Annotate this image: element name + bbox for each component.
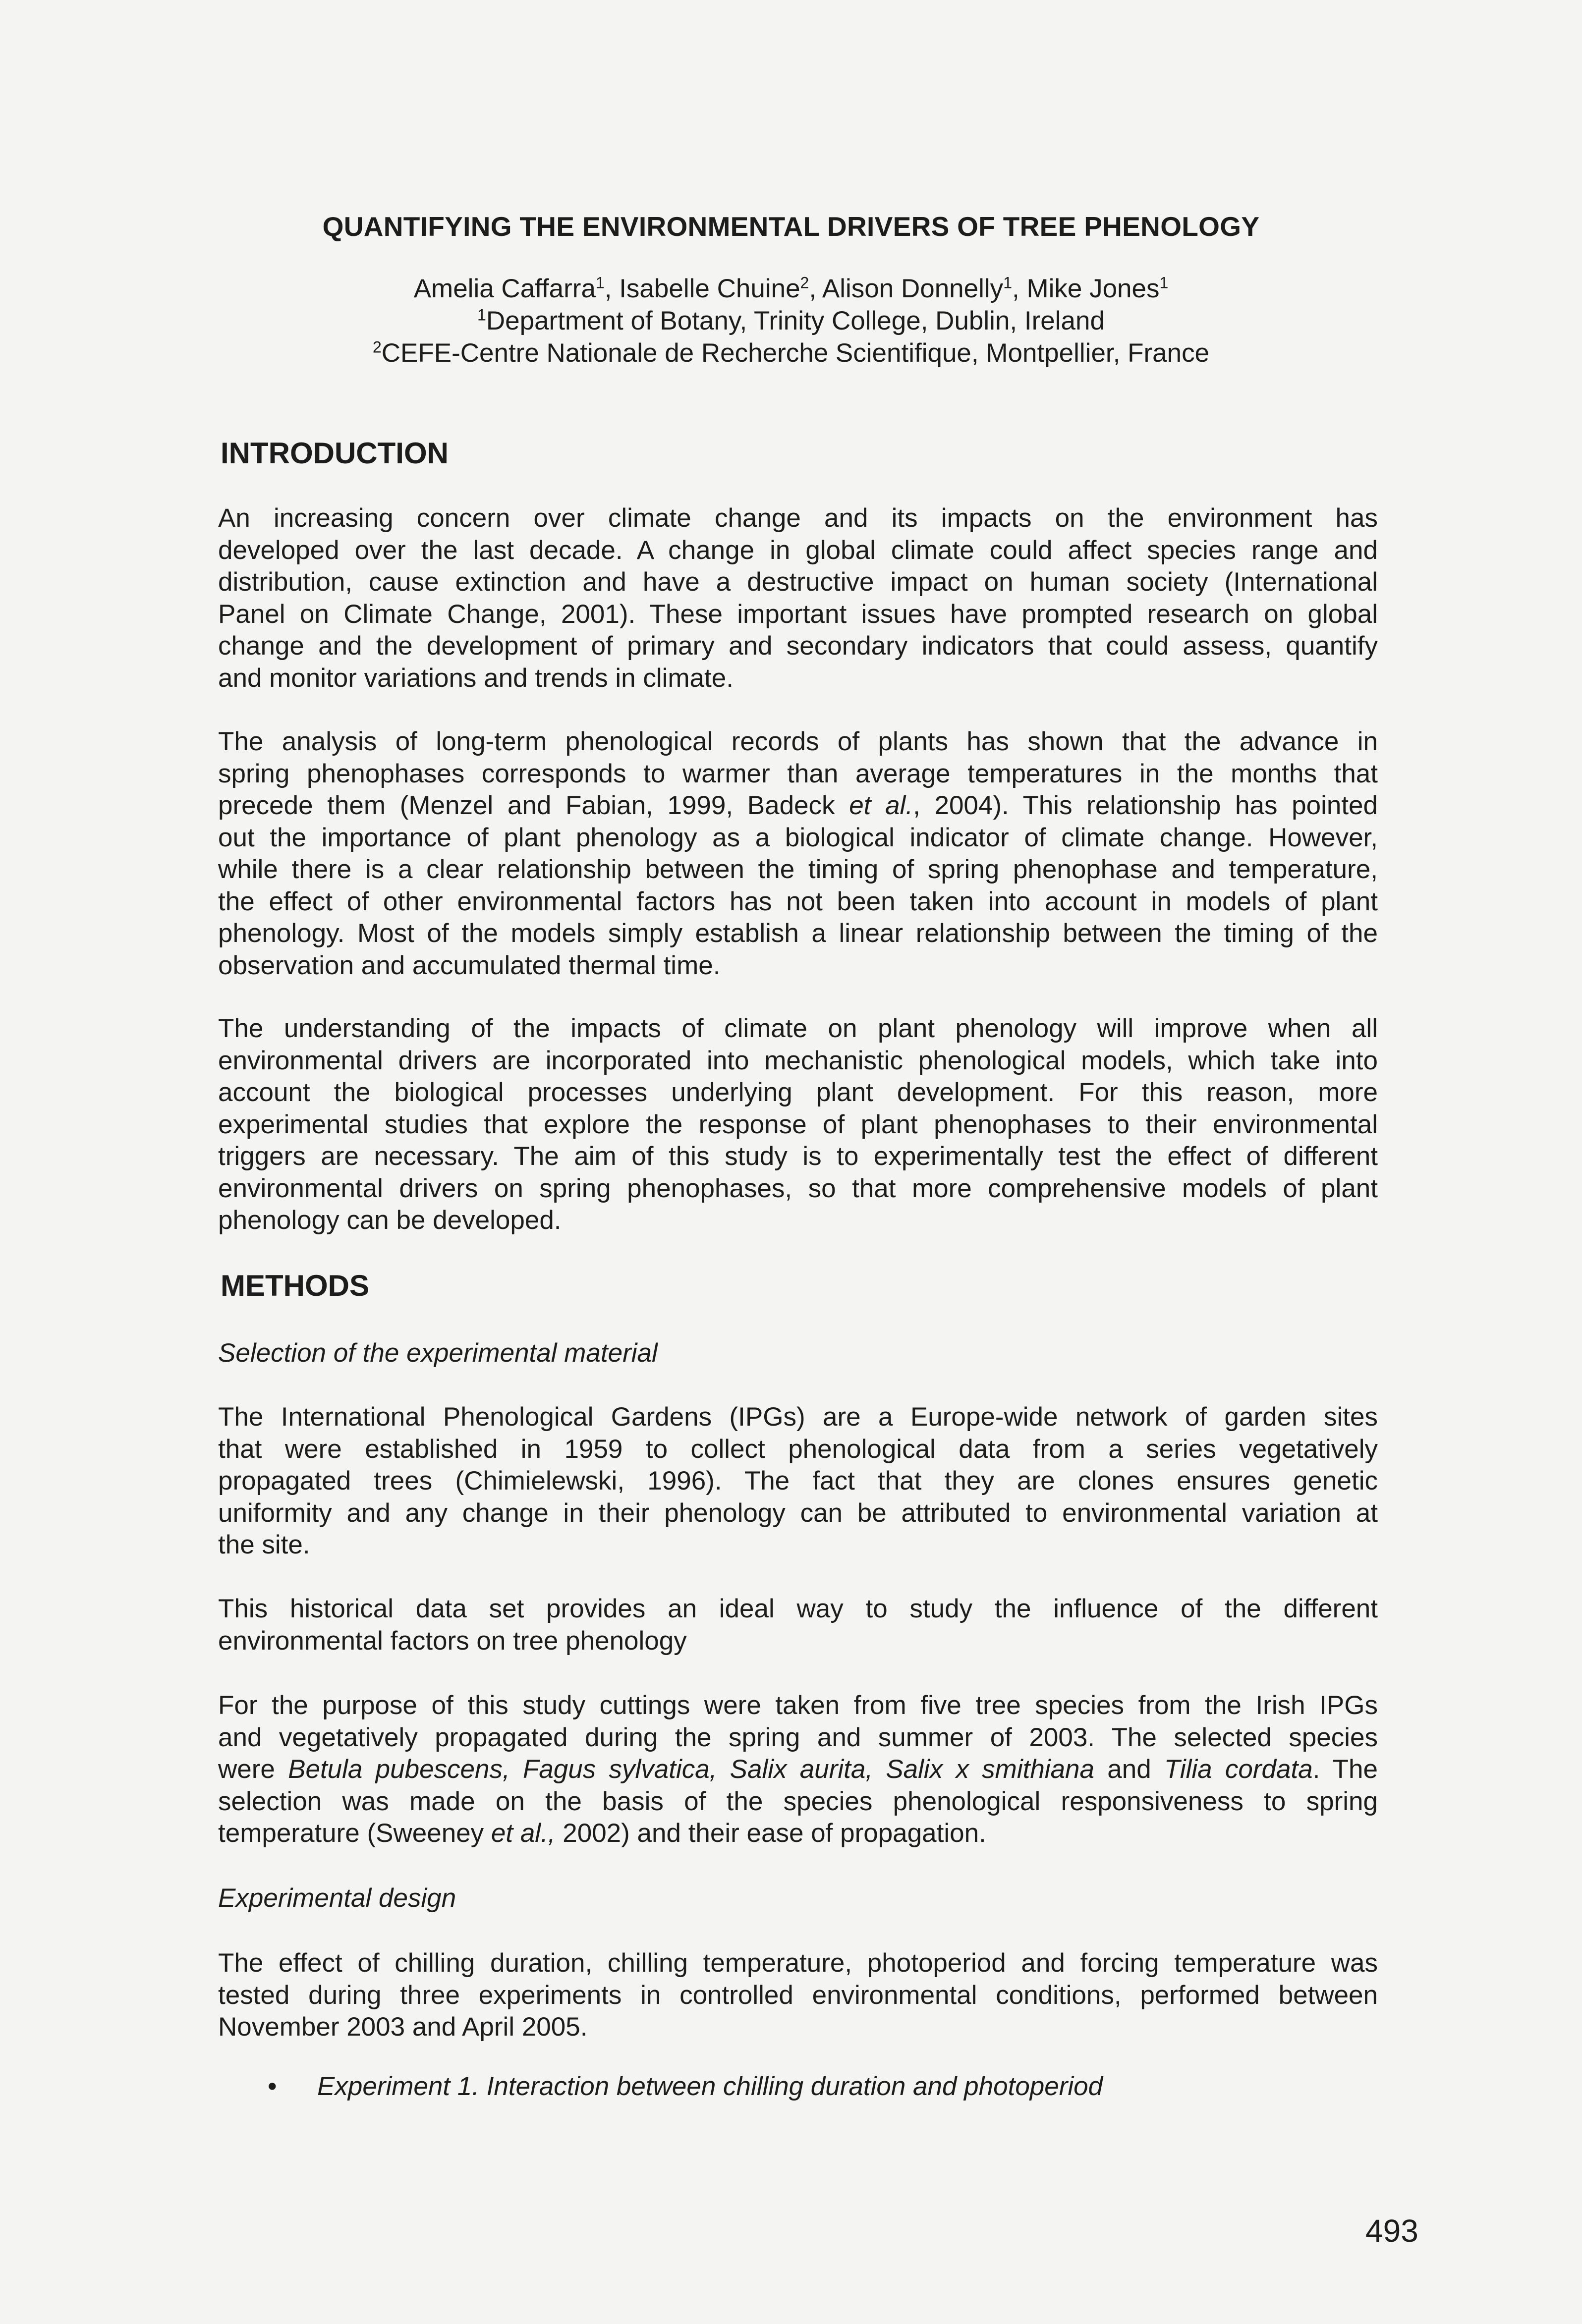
text-span: . The [1312,1755,1378,1784]
text-span: , 2004). This relationship has pointed [913,791,1378,820]
affiliation-1 [0,305,1582,337]
text-line: while there is a clear relationship between the timing of spring phenophase and temperature, [218,855,1378,884]
affiliation-marker: 1 [1159,274,1169,292]
text-line: experimental studies that explore the response of plant phenophases to their environmental [218,1109,1378,1139]
text-line: triggers are necessary. The aim of this study is to experimentally test the effect of different [218,1142,1378,1171]
text-line: change and the development of primary and secondary indicators that could assess, quantify [218,631,1378,661]
text-line: developed over the last decade. A change in global climate could affect species range and [218,535,1378,565]
text-line: environmental drivers on spring phenophases, so that more comprehensive models of plant [218,1173,1378,1203]
author-name: Mike Jones [1026,274,1160,303]
text-line: An increasing concern over climate change and its impacts on the environment has [218,503,1378,533]
affiliation-marker: 1 [1003,274,1012,292]
text-line: the site. [218,1530,310,1559]
author-block [0,273,1582,369]
text-line: spring phenophases corresponds to warmer than average temperatures in the months that [218,759,1378,788]
text-span: 2002) and their ease of propagation. [555,1819,986,1848]
affiliation-2 [0,337,1582,369]
text-line: phenology. Most of the models simply establish a linear relationship between the timing of the [218,919,1378,948]
author-name: Alison Donnelly [822,274,1004,303]
text-span: and [1094,1755,1164,1784]
affiliation-marker: 1 [595,274,605,292]
text-line: For the purpose of this study cuttings were taken from five tree species from the Irish IPGs [218,1691,1378,1720]
text-line: and monitor variations and trends in climate. [218,663,734,693]
intro-paragraph-3 [218,1013,1378,1237]
methods-paragraph-3 [218,1690,1378,1850]
text-line [218,1754,1378,1786]
text-line: uniformity and any change in their phenology can be attributed to environmental variation at [218,1498,1378,1528]
subsection-heading-selection: Selection of the experimental material [218,1338,658,1368]
text-line: phenology can be developed. [218,1206,562,1235]
text-line: distribution, cause extinction and have a destructive impact on human society (International [218,567,1378,597]
text-line: account the biological processes underlying plant development. For this reason, more [218,1078,1378,1107]
text-line: The understanding of the impacts of climate on plant phenology will improve when all [218,1014,1378,1043]
text-line: Panel on Climate Change, 2001). These important issues have prompted research on global [218,599,1378,629]
text-line: The analysis of long-term phenological records of plants has shown that the advance in [218,727,1378,756]
page-number: 493 [1365,2213,1418,2249]
methods-paragraph-2 [218,1593,1378,1657]
affiliation-marker: 2 [372,338,382,356]
text-line: that were established in 1959 to collect phenological data from a series vegetatively [218,1434,1378,1464]
methods-paragraph-1 [218,1401,1378,1561]
text-line: The International Phenological Gardens (IPGs) are a Europe-wide network of garden sites [218,1402,1378,1432]
text-line: This historical data set provides an ideal way to study the influence of the different [218,1594,1378,1623]
text-line: out the importance of plant phenology as a biological indicator of climate change. However, [218,823,1378,852]
author-list: Amelia Caffarra$^1$, Isabelle Chuine$^2$, Alison Donnelly$^1$, Mike Jones$^1$ [413,274,1169,303]
subsection-heading-design: Experimental design [218,1883,456,1913]
species-name: Tilia cordata [1164,1755,1313,1784]
section-heading-methods: METHODS [221,1269,369,1302]
text-span: temperature (Sweeney [218,1819,491,1848]
affiliation-text: CEFE-Centre Nationale de Recherche Scientifique, Montpellier, France [381,338,1210,368]
bullet-icon: • [268,2072,277,2101]
text-line: environmental factors on tree phenology [218,1626,687,1656]
design-paragraph-1 [218,1947,1378,2044]
intro-paragraph-2 [218,726,1378,982]
bullet-text: Experiment 1. Interaction between chilling duration and photoperiod [317,2072,1103,2101]
text-line: propagated trees (Chimielewski, 1996). The fact that they are clones ensures genetic [218,1466,1378,1495]
text-line: selection was made on the basis of the species phenological responsiveness to spring [218,1786,1378,1816]
text-line: environmental drivers are incorporated into mechanistic phenological models, which take into [218,1046,1378,1075]
text-line [218,790,1378,822]
affiliation-marker: 1 [477,306,486,324]
species-names: Betula pubescens, Fagus sylvatica, Salix aurita, Salix x smithiana [288,1755,1095,1784]
affiliation-text: Department of Botany, Trinity College, Dublin, Ireland [486,306,1105,335]
italic-citation: et al., [491,1819,556,1848]
text-line: and vegetatively propagated during the spring and summer of 2003. The selected species [218,1722,1378,1752]
text-line [218,1818,1378,1850]
text-span: precede them (Menzel and Fabian, 1999, Badeck [218,791,849,820]
text-line: observation and accumulated thermal time. [218,950,721,980]
text-line: November 2003 and April 2005. [218,2012,588,2042]
affiliation-marker: 2 [800,274,809,292]
text-line: The effect of chilling duration, chilling temperature, photoperiod and forcing temperature was [218,1948,1378,1978]
intro-paragraph-1 [218,502,1378,694]
text-span: were [218,1755,288,1784]
text-line: tested during three experiments in controlled environmental conditions, performed between [218,1980,1378,2010]
paper-title: QUANTIFYING THE ENVIRONMENTAL DRIVERS OF TREE PHENOLOGY [322,211,1260,242]
italic-citation: et al. [849,791,913,820]
text-line: the effect of other environmental factors has not been taken into account in models of plant [218,886,1378,916]
author-name: Isabelle Chuine [619,274,800,303]
section-heading-introduction: INTRODUCTION [221,437,449,470]
author-name: Amelia Caffarra [413,274,596,303]
